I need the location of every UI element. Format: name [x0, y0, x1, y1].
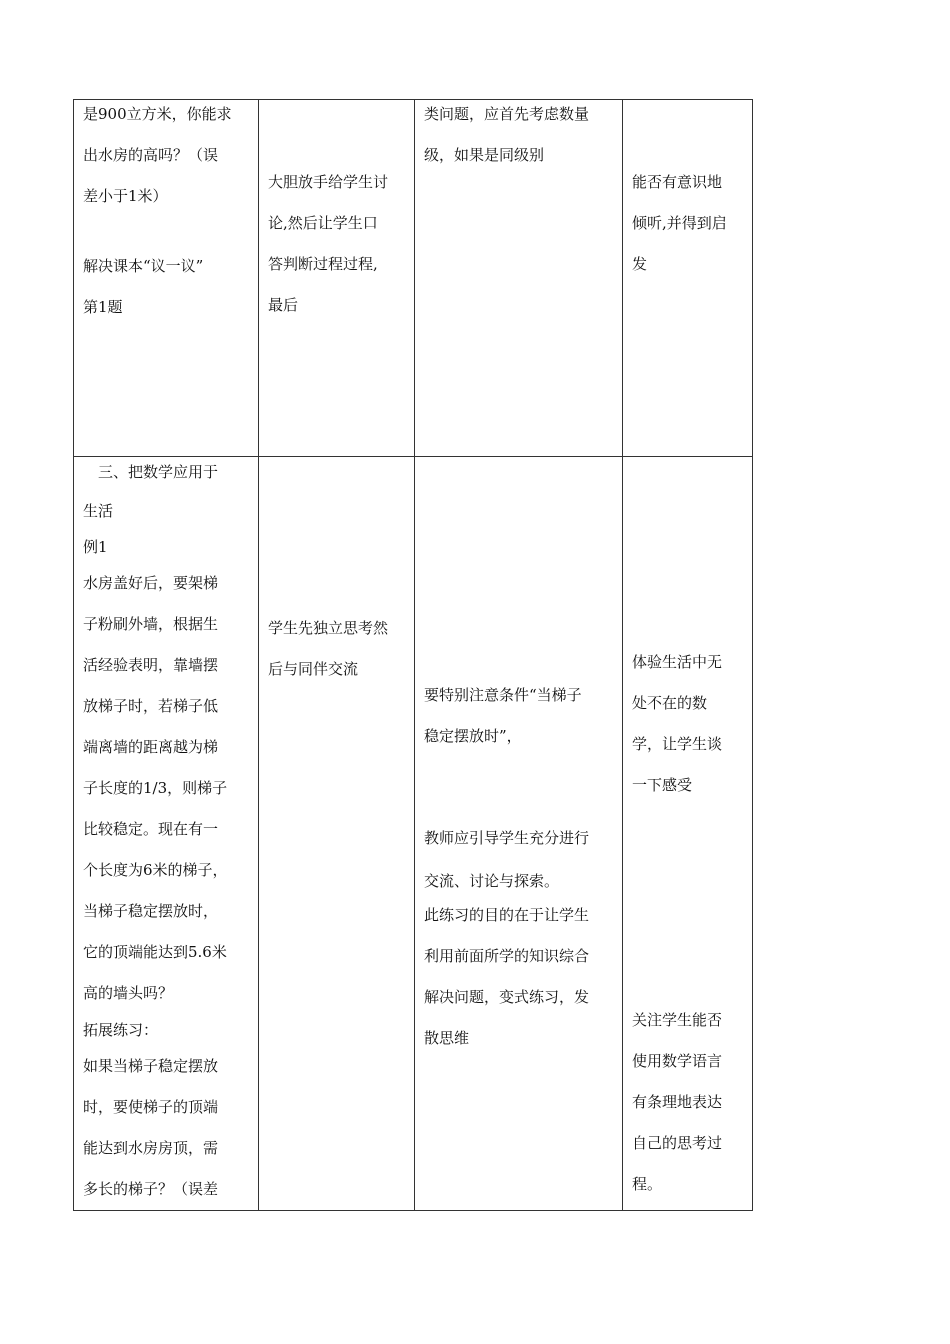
cell-text: 倾听,并得到启 — [632, 214, 727, 232]
cell-text: 稳定摆放时”， — [424, 727, 522, 745]
cell-text: 出水房的高吗？（误 — [83, 146, 219, 164]
cell-text: 散思维 — [424, 1029, 470, 1047]
section-heading: 三、把数学应用于 — [98, 463, 219, 481]
row-divider — [74, 456, 752, 457]
cell-text: 教师应引导学生充分进行 — [424, 829, 590, 847]
cell-text: 端离墙的距离越为梯 — [83, 738, 219, 756]
cell-text: 体验生活中无 — [632, 653, 723, 671]
cell-text: 生活 — [83, 502, 114, 520]
cell-text: 解决问题，变式练习，发 — [424, 988, 590, 1006]
cell-text: 例1 — [83, 538, 108, 556]
cell-text: 解决课本“议一议” — [83, 257, 204, 275]
cell-text: 后与同伴交流 — [268, 660, 359, 678]
cell-text: 要特别注意条件“当梯子 — [424, 686, 582, 704]
column-divider — [414, 100, 415, 1210]
cell-text: 利用前面所学的知识综合 — [424, 947, 590, 965]
cell-text: 大胆放手给学生讨 — [268, 173, 389, 191]
cell-text: 论,然后让学生口 — [268, 214, 378, 232]
cell-text: 放梯子时，若梯子低 — [83, 697, 219, 715]
column-divider — [622, 100, 623, 1210]
cell-text: 比较稳定。现在有一 — [83, 820, 219, 838]
cell-text: 如果当梯子稳定摆放 — [83, 1057, 219, 1075]
cell-text: 发 — [632, 255, 648, 273]
cell-text: 此练习的目的在于让学生 — [424, 906, 590, 924]
cell-text: 当梯子稳定摆放时， — [83, 902, 219, 920]
cell-text: 第1题 — [83, 298, 123, 316]
cell-text: 自己的思考过 — [632, 1134, 723, 1152]
cell-text: 能达到水房房顶，需 — [83, 1139, 219, 1157]
cell-text: 交流、讨论与探索。 — [424, 872, 560, 890]
cell-text: 活经验表明，靠墙摆 — [83, 656, 219, 674]
cell-text: 学，让学生谈 — [632, 735, 723, 753]
cell-text: 学生先独立思考然 — [268, 619, 389, 637]
cell-text: 多长的梯子？（误差 — [83, 1180, 219, 1198]
cell-text: 处不在的数 — [632, 694, 708, 712]
cell-text: 使用数学语言 — [632, 1052, 723, 1070]
cell-text: 子粉刷外墙，根据生 — [83, 615, 219, 633]
cell-text: 有条理地表达 — [632, 1093, 723, 1111]
cell-text: 子长度的1/3，则梯子 — [83, 779, 228, 797]
column-divider — [258, 100, 259, 1210]
cell-text: 关注学生能否 — [632, 1011, 723, 1029]
cell-text: 答判断过程过程, — [268, 255, 378, 273]
cell-text: 最后 — [268, 296, 299, 314]
cell-text: 个长度为6米的梯子， — [83, 861, 228, 879]
cell-text: 一下感受 — [632, 776, 693, 794]
cell-text: 它的顶端能达到5.6米 — [83, 943, 227, 961]
cell-text: 是900立方米，你能求 — [83, 105, 232, 123]
cell-text: 高的墙头吗？ — [83, 984, 174, 1002]
cell-text: 拓展练习： — [83, 1021, 159, 1039]
lesson-table — [73, 99, 753, 1211]
cell-text: 水房盖好后，要架梯 — [83, 574, 219, 592]
cell-text: 级，如果是同级别 — [424, 146, 545, 164]
cell-text: 能否有意识地 — [632, 173, 723, 191]
cell-text: 程。 — [632, 1175, 663, 1193]
cell-text: 差小于1米） — [83, 187, 168, 205]
cell-text: 类问题，应首先考虑数量 — [424, 105, 590, 123]
cell-text: 时，要使梯子的顶端 — [83, 1098, 219, 1116]
